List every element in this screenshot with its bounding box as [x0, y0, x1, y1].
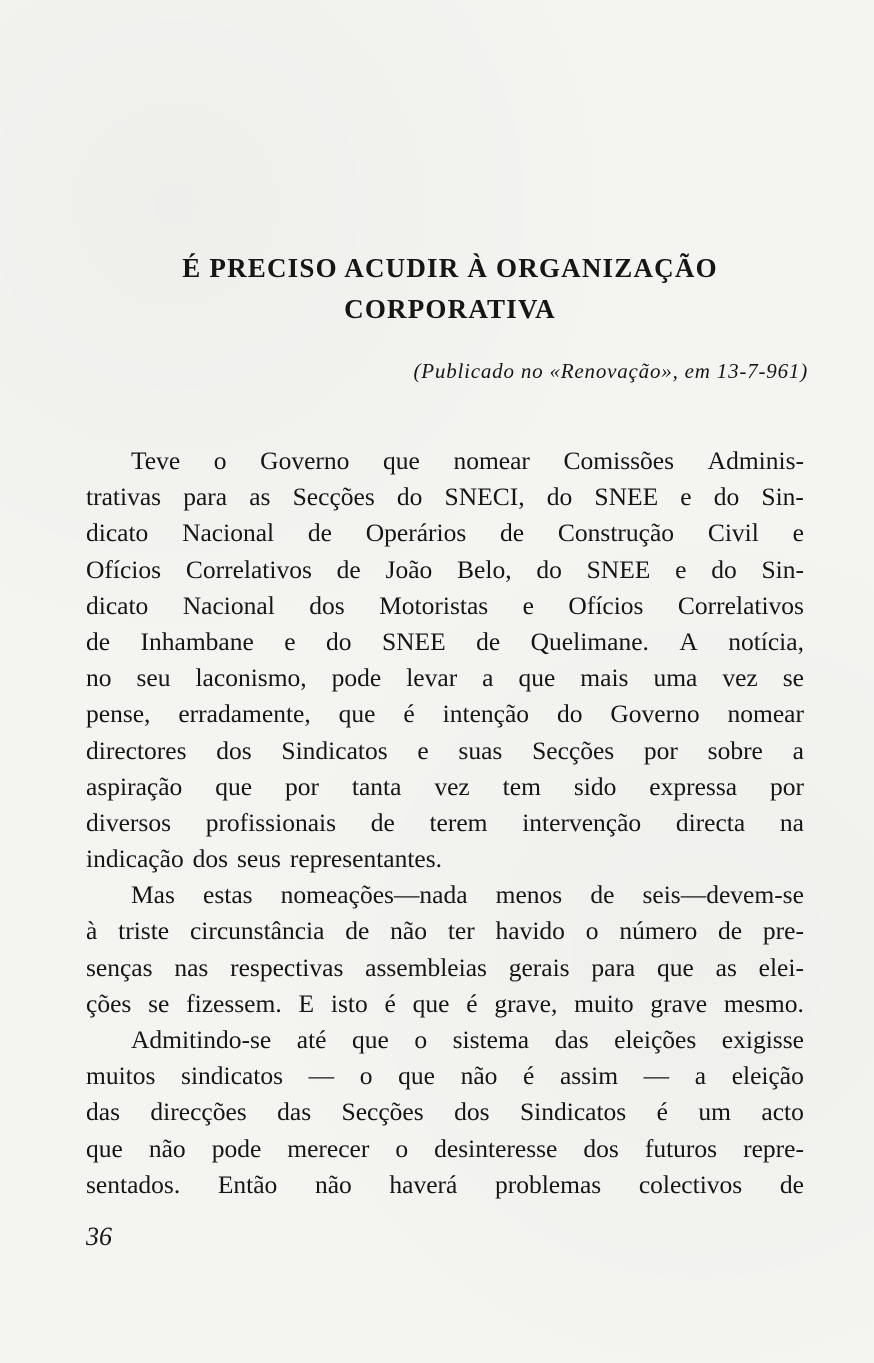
- article-title-line-1: É PRECISO ACUDIR À ORGANIZAÇÃO: [182, 253, 718, 283]
- body-word: e: [792, 518, 804, 548]
- body-word: do: [396, 482, 423, 512]
- body-word: a: [694, 1061, 707, 1091]
- body-word: haverá: [389, 1169, 458, 1199]
- body-word: para: [183, 482, 228, 512]
- body-word: assim: [559, 1061, 619, 1091]
- body-word: de: [500, 518, 525, 548]
- body-word: fizessem.: [186, 988, 282, 1018]
- body-word: o: [585, 916, 599, 946]
- body-word: sobre: [707, 735, 763, 765]
- body-word: Teve: [131, 446, 181, 475]
- body-word: sido: [573, 771, 617, 801]
- body-word: colectivos: [638, 1169, 743, 1199]
- publication-note: (Publicado no «Renovação», em 13-7-961): [413, 359, 808, 383]
- body-word: Sindicatos: [281, 735, 388, 765]
- body-word: Nacional: [182, 590, 275, 620]
- body-word: futuros: [644, 1133, 718, 1163]
- body-word: elei-: [758, 952, 804, 982]
- body-line: [86, 913, 804, 949]
- body-line: [86, 660, 804, 696]
- body-word: circunstância: [189, 916, 325, 946]
- body-word: muito: [574, 988, 634, 1018]
- body-word: se: [148, 988, 170, 1018]
- body-word: é: [384, 988, 396, 1018]
- body-word: dos: [454, 1097, 490, 1127]
- body-word: dos: [192, 844, 229, 874]
- body-word: é: [656, 1097, 668, 1127]
- body-line: [86, 515, 804, 551]
- body-word: SNECI,: [444, 482, 525, 512]
- body-word: —: [643, 1061, 670, 1091]
- body-word: o: [395, 1133, 409, 1163]
- body-word: a: [482, 663, 494, 693]
- body-word: Nacional: [182, 518, 275, 548]
- body-line: [86, 624, 804, 660]
- body-word: Sin-: [761, 554, 804, 584]
- body-word: Mas: [131, 880, 175, 910]
- body-word: suas: [458, 735, 503, 765]
- body-word: nomear: [727, 699, 804, 729]
- body-word: de: [307, 518, 332, 548]
- body-word: SNEE: [586, 554, 651, 584]
- body-word: e: [522, 590, 534, 620]
- body-word: um: [698, 1097, 731, 1127]
- body-word: do: [711, 554, 737, 584]
- body-word: de: [336, 554, 361, 584]
- page-number: 36: [86, 1222, 112, 1251]
- body-word: das: [86, 1097, 120, 1127]
- body-word: Governo: [610, 699, 700, 729]
- body-line: [86, 1058, 804, 1094]
- body-word: muitos: [86, 1061, 156, 1091]
- body-word: intenção: [442, 699, 530, 729]
- body-word: por: [770, 771, 804, 801]
- body-word: de: [86, 626, 111, 656]
- body-word: do: [326, 626, 352, 656]
- body-line: [86, 877, 804, 913]
- body-word: Então: [217, 1169, 278, 1199]
- body-word: grave: [650, 988, 708, 1018]
- body-word: levar: [406, 663, 458, 693]
- body-word: de: [718, 916, 743, 946]
- article-title-line-2: CORPORATIVA: [344, 294, 556, 324]
- body-word: por: [643, 735, 678, 765]
- body-word: pre-: [762, 916, 804, 946]
- body-word: profissionais: [205, 807, 337, 837]
- body-word: das: [554, 1025, 589, 1054]
- body-word: das: [277, 1097, 312, 1127]
- body-word: Secções: [341, 1097, 424, 1127]
- body-word: João: [385, 554, 433, 584]
- body-word: directores: [86, 735, 187, 765]
- body-line: [86, 986, 804, 1022]
- body-word: sindicatos: [181, 1061, 284, 1091]
- body-line: [86, 1131, 804, 1167]
- body-word: que: [518, 663, 556, 693]
- body-word: SNEE: [381, 626, 446, 656]
- body-word: de: [345, 916, 370, 946]
- body-word: assembleias: [365, 952, 487, 982]
- body-word: Sindicatos: [519, 1097, 627, 1127]
- body-word: seis—devem-se: [642, 880, 804, 910]
- body-word: o: [414, 1025, 428, 1054]
- body-word: sentados.: [86, 1169, 181, 1199]
- body-word: mesmo.: [723, 988, 804, 1018]
- body-word: triste: [118, 916, 170, 946]
- body-line: [86, 1167, 804, 1203]
- body-word: diversos: [86, 807, 171, 837]
- body-word: menos: [495, 880, 563, 910]
- body-word: nas: [174, 952, 209, 982]
- body-word: Admitindo-se: [131, 1025, 272, 1054]
- body-word: até: [296, 1025, 327, 1054]
- body-word: ter: [447, 916, 475, 946]
- body-line: [86, 1022, 804, 1058]
- body-word: havido: [495, 916, 565, 946]
- body-word: dos: [583, 1133, 619, 1163]
- body-word: é: [523, 1061, 535, 1091]
- body-word: do: [713, 482, 740, 512]
- body-word: pode: [211, 1133, 262, 1163]
- body-word: notícia,: [728, 626, 804, 656]
- body-word: SNEE: [594, 482, 659, 512]
- body-word: intervenção: [522, 807, 642, 837]
- body-word: dos: [216, 735, 252, 765]
- body-word: indicação: [86, 844, 184, 874]
- body-word: é: [466, 988, 478, 1018]
- body-word: o: [359, 1061, 373, 1091]
- body-word: Secções: [532, 735, 615, 765]
- body-word: e: [675, 554, 687, 584]
- body-word: eleição: [731, 1061, 804, 1091]
- body-word: e: [680, 482, 692, 512]
- body-word: de: [779, 1169, 804, 1199]
- body-line: [86, 769, 804, 805]
- body-word: Correlativos: [677, 590, 804, 620]
- body-word: expressa: [649, 771, 738, 801]
- body-word: a: [792, 735, 804, 765]
- body-word: Correlativos: [185, 554, 312, 584]
- body-word: do: [536, 554, 562, 584]
- body-word: dos: [309, 590, 345, 620]
- body-line: [86, 1094, 804, 1130]
- body-word: que: [657, 952, 694, 982]
- body-word: é: [403, 699, 415, 729]
- body-word: —: [308, 1061, 335, 1091]
- body-word: direcções: [150, 1097, 247, 1127]
- body-word: dicato: [86, 590, 149, 620]
- body-line: [86, 479, 804, 515]
- body-word: ções: [86, 988, 132, 1018]
- body-word: Belo,: [457, 554, 512, 584]
- body-word: mais: [580, 663, 629, 693]
- body-line: [86, 552, 804, 588]
- body-word: não: [314, 1169, 352, 1199]
- body-word: trativas: [86, 482, 162, 512]
- body-word: que: [215, 771, 253, 801]
- body-word: dicato: [86, 518, 149, 548]
- body-word: pense,: [86, 699, 151, 729]
- body-word: do: [546, 482, 573, 512]
- body-line: [86, 841, 804, 877]
- body-word: as: [715, 952, 737, 982]
- body-word: que: [86, 1133, 123, 1163]
- body-word: senças: [86, 952, 153, 982]
- body-word: representantes.: [289, 844, 443, 874]
- body-word: e: [284, 626, 296, 656]
- body-word: para: [591, 952, 636, 982]
- body-word: vez: [434, 771, 470, 801]
- body-word: problemas: [494, 1169, 602, 1199]
- body-word: sistema: [452, 1025, 530, 1054]
- body-line: [86, 588, 804, 624]
- body-word: à: [86, 916, 98, 946]
- body-word: Operários: [365, 518, 467, 548]
- body-word: isto: [330, 988, 368, 1018]
- body-word: que: [412, 988, 450, 1018]
- body-line: [86, 805, 804, 841]
- body-word: Comissões: [563, 446, 675, 475]
- body-word: não: [460, 1061, 498, 1091]
- body-word: Ofícios: [86, 554, 162, 584]
- body-word: acto: [761, 1097, 804, 1127]
- body-word: Secções: [292, 482, 375, 512]
- body-word: não: [148, 1133, 186, 1163]
- body-word: que: [352, 1025, 389, 1054]
- body-word: Ofícios: [568, 590, 644, 620]
- body-word: directa: [675, 807, 746, 837]
- body-word: desinteresse: [434, 1133, 558, 1163]
- body-word: A: [679, 626, 698, 656]
- body-word: que: [383, 446, 420, 475]
- body-word: Sin-: [761, 482, 804, 512]
- body-line: [86, 950, 804, 986]
- body-word: erradamente,: [178, 699, 311, 729]
- body-word: Adminis-: [707, 446, 804, 475]
- body-word: as: [249, 482, 271, 512]
- body-word: que: [398, 1061, 435, 1091]
- body-word: terem: [429, 807, 488, 837]
- body-word: merecer: [287, 1133, 370, 1163]
- body-line: [86, 696, 804, 732]
- body-word: E: [298, 988, 315, 1018]
- body-word: de: [370, 807, 395, 837]
- body-word: no: [86, 663, 112, 693]
- body-word: tem: [502, 771, 541, 801]
- body-word: por: [284, 771, 319, 801]
- body-line: [86, 443, 804, 479]
- body-word: grave,: [494, 988, 558, 1018]
- body-word: nomeações—nada: [280, 880, 468, 910]
- article-body: [86, 443, 804, 1203]
- body-word: não: [390, 916, 427, 946]
- body-word: Governo: [260, 446, 350, 475]
- body-word: vez: [722, 663, 758, 693]
- body-word: Civil: [707, 518, 759, 548]
- body-word: número: [619, 916, 698, 946]
- body-word: o: [213, 446, 227, 475]
- body-word: de: [476, 626, 501, 656]
- body-word: Quelimane.: [530, 626, 649, 656]
- body-line: [86, 733, 804, 769]
- body-word: na: [779, 807, 804, 837]
- body-word: Inhambane: [140, 626, 254, 656]
- body-word: respectivas: [230, 952, 344, 982]
- body-word: pode: [331, 663, 382, 693]
- body-word: Construção: [557, 518, 675, 548]
- body-word: seus: [236, 844, 281, 874]
- body-word: que: [338, 699, 376, 729]
- body-word: uma: [653, 663, 698, 693]
- body-word: laconismo,: [195, 663, 307, 693]
- body-word: aspiração: [86, 771, 183, 801]
- body-word: repre-: [743, 1133, 804, 1163]
- body-word: eleições: [614, 1025, 697, 1054]
- body-word: seu: [136, 663, 171, 693]
- body-word: Motoristas: [379, 590, 489, 620]
- body-word: de: [590, 880, 615, 910]
- body-word: estas: [203, 880, 253, 910]
- body-word: exigisse: [721, 1025, 804, 1054]
- body-word: gerais: [508, 952, 570, 982]
- body-word: do: [556, 699, 583, 729]
- body-word: tanta: [351, 771, 402, 801]
- body-word: nomear: [453, 446, 530, 475]
- body-word: se: [782, 663, 804, 693]
- body-word: e: [417, 735, 429, 765]
